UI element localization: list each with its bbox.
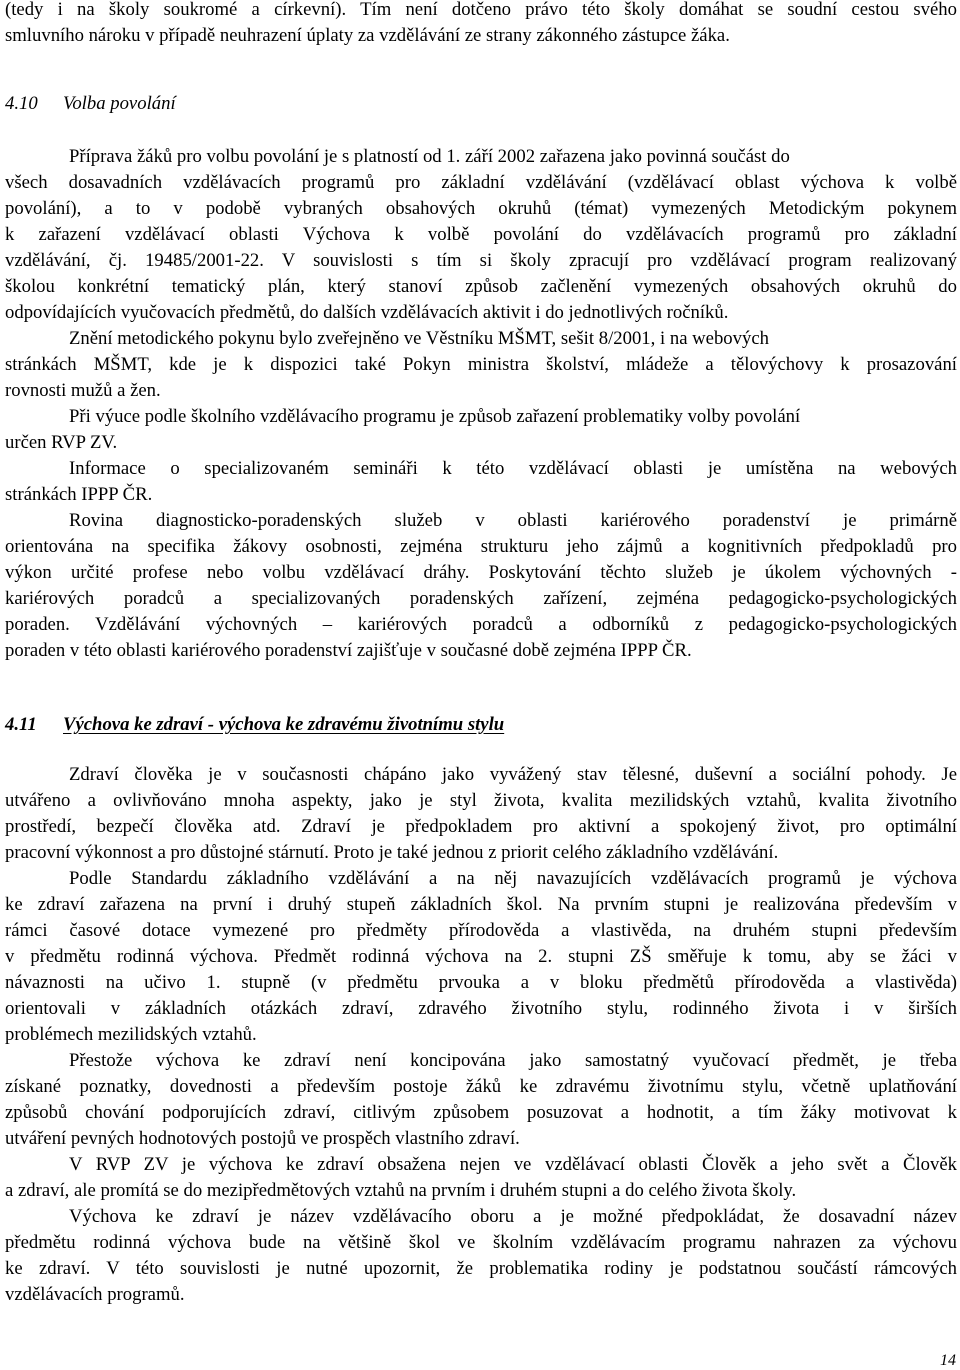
text-line: všech dosavadních vzdělávacích programů pro základní vzdělávání (vzdělávací oblast výchova k volbě bbox=[5, 172, 957, 193]
text-line: (tedy i na školy soukromé a církevní). Tím není dotčeno právo této školy domáhat se soudní cestou svého bbox=[5, 0, 957, 20]
text-line: získané poznatky, dovednosti a především postoje žáků ke zdravému životnímu stylu, včetně uplatňování bbox=[5, 1076, 957, 1097]
text-line: k zařazení vzdělávací oblasti Výchova k volbě povolání do vzdělávacích programů pro základní bbox=[5, 224, 957, 245]
text-line: Informace o specializovaném semináři k této vzdělávací oblasti je umístěna na webových bbox=[69, 458, 957, 479]
text-line: orientována na specifika žákovy osobnosti, zejména strukturu jeho zájmů a kognitivních předpokladů pro bbox=[5, 536, 957, 557]
text-line: kariérových poradců a specializovaných poradenských zařízení, zejména pedagogicko-psychologických bbox=[5, 588, 957, 609]
text-line: výkon určité profese nebo volbu vzdělávací dráhy. Poskytování těchto služeb je úkolem výchovných - bbox=[5, 562, 957, 583]
text-line: poraden. Vzdělávání výchovných – kariérových poradců a odborníků z pedagogicko-psychologických bbox=[5, 614, 957, 635]
text-line: rámci časové dotace vymezené pro předměty přírodověda a vlastivěda, na druhém stupni především bbox=[5, 920, 957, 941]
text-line: návaznosti na učivo 1. stupně (v předmětu prvouka a v bloku předmětů přírodověda a vlastivěda) bbox=[5, 972, 957, 993]
text-line: utváření pevných hodnotových postojů ve prospěch vlastního zdraví. bbox=[5, 1128, 520, 1149]
text-line: způsobů chování podporujících zdraví, citlivým způsobem posuzovat a hodnotit, a tím žáky motivovat k bbox=[5, 1102, 957, 1123]
text-line: Přestože výchova ke zdraví není koncipována jako samostatný vyučovací předmět, je třeba bbox=[69, 1050, 957, 1071]
text-line: Rovina diagnosticko-poradenských služeb v oblasti kariérového poradenství je primárně bbox=[69, 510, 957, 531]
text-line: pracovní výkonnost a pro důstojné stárnutí. Proto je také jednou z priorit celého základního vzdělávání. bbox=[5, 842, 779, 863]
text-line: Zdraví člověka je v současnosti chápáno jako vyvážený stav tělesné, duševní a sociální pohody. Je bbox=[69, 764, 957, 785]
text-line: a zdraví, ale promítá se do mezipředmětových vztahů na prvním i druhém stupni a do celého života školy. bbox=[5, 1180, 797, 1201]
text-line: smluvního nároku v případě neuhrazení úplaty za vzdělávání ze strany zákonného zástupce žáka. bbox=[5, 25, 730, 46]
text-line: ke zdraví. V této souvislosti je nutné upozornit, že problematika rodiny je podstatnou součástí rámcových bbox=[5, 1258, 957, 1279]
text-line: Výchova ke zdraví je název vzdělávacího oboru a je možné předpokládat, že dosavadní název bbox=[69, 1206, 957, 1227]
text-line: stránkách IPPP ČR. bbox=[5, 484, 153, 505]
text-line: předmětu rodinná výchova bude na většině škol ve školním vzdělávacím programu nahrazen za výchovu bbox=[5, 1232, 957, 1253]
text-line: V RVP ZV je výchova ke zdraví obsažena nejen ve vzdělávací oblasti Člověk a jeho svět a Člověk bbox=[69, 1154, 957, 1175]
section-title: Výchova ke zdraví - výchova ke zdravému životnímu stylu bbox=[63, 714, 505, 735]
text-line: poraden v této oblasti kariérového poradenství zajišťuje v současné době zejména IPPP ČR. bbox=[5, 640, 692, 661]
text-line: v předmětu rodinná výchova. Předmět rodinná výchova na 2. stupni ZŠ směřuje k tomu, aby se žáci v bbox=[5, 946, 957, 967]
text-line: vzdělávacích programů. bbox=[5, 1284, 185, 1305]
text-line: orientovali v základních otázkách zdraví, zdravého životního stylu, rodinného života i v širších bbox=[5, 998, 957, 1019]
text-line: rovnosti mužů a žen. bbox=[5, 380, 161, 401]
text-line: odpovídajících vyučovacích předmětů, do dalších vzdělávacích aktivit i do jednotlivých ročníků. bbox=[5, 302, 729, 323]
text-line: určen RVP ZV. bbox=[5, 432, 118, 453]
text-line: Podle Standardu základního vzdělávání a na něj navazujících vzdělávacích programů je výchova bbox=[69, 868, 957, 889]
section-heading-4-10 bbox=[5, 91, 176, 117]
text-line: školou konkrétní tematický plán, který stanoví způsob začlenění vymezených obsahových okruhů do bbox=[5, 276, 957, 297]
text-line: povolání), a to v podobě vybraných obsahových okruhů (témat) vymezených Metodickým pokynem bbox=[5, 198, 957, 219]
section-heading-4-11 bbox=[5, 712, 504, 738]
section-title: Volba povolání bbox=[63, 93, 176, 114]
page-number: 14 bbox=[940, 1352, 956, 1369]
section-number: 4.11 bbox=[5, 714, 37, 735]
text-line: Příprava žáků pro volbu povolání je s platností od 1. září 2002 zařazena jako povinná součást do bbox=[69, 146, 790, 167]
text-line: problémech mezilidských vztahů. bbox=[5, 1024, 257, 1045]
text-line: stránkách MŠMT, kde je k dispozici také Pokyn ministra školství, mládeže a tělovýchovy k prosazování bbox=[5, 354, 957, 375]
text-line: vzdělávání, čj. 19485/2001-22. V souvislosti s tím si školy zpracují pro vzdělávací program realizovaný bbox=[5, 250, 957, 271]
text-line: Při výuce podle školního vzdělávacího programu je způsob zařazení problematiky volby povolání bbox=[69, 406, 801, 427]
text-line: ke zdraví zařazena na první i druhý stupeň základních škol. Na prvním stupni je realizována především v bbox=[5, 894, 957, 915]
section-number: 4.10 bbox=[5, 93, 38, 114]
text-line: prostředí, bezpečí člověka atd. Zdraví je předpokladem pro aktivní a spokojený život, pro optimální bbox=[5, 816, 957, 837]
text-line: Znění metodického pokynu bylo zveřejněno ve Věstníku MŠMT, sešit 8/2001, i na webových bbox=[69, 328, 769, 349]
text-line: utvářeno a ovlivňováno mnoha aspekty, jako je styl života, kvalita mezilidských vztahů, kvalita životního bbox=[5, 790, 957, 811]
